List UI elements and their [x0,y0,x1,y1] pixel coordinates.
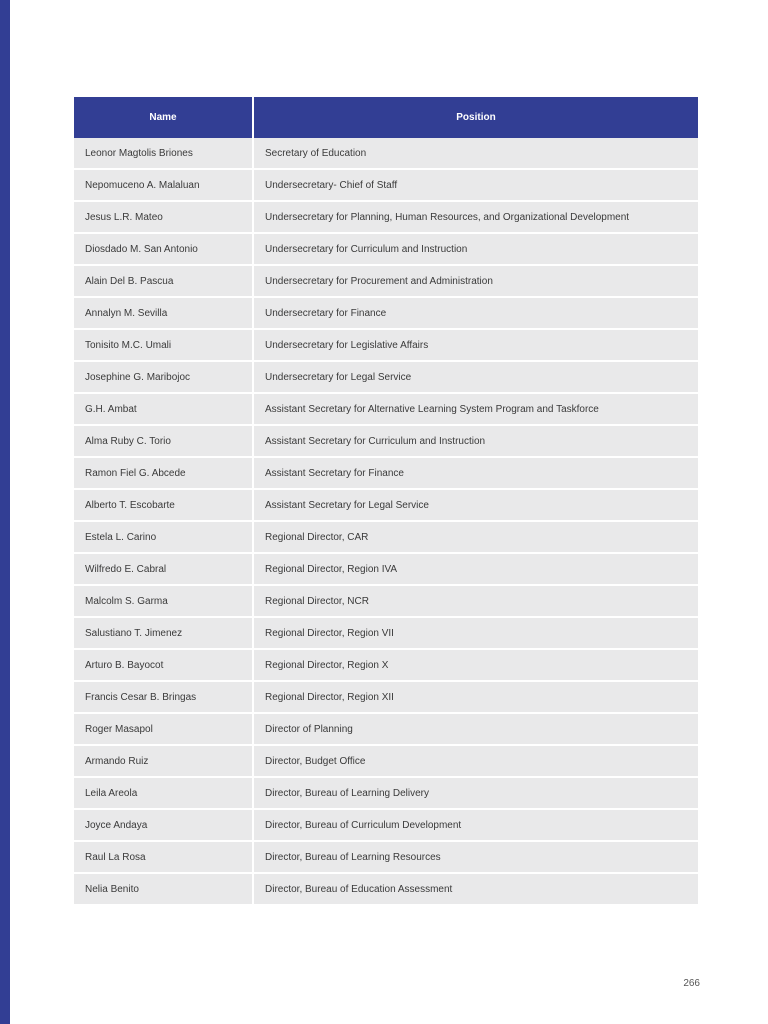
table-row [74,138,698,170]
table-row [74,714,698,746]
column-header-name: Name [74,97,254,138]
cell-position: Undersecretary for Planning, Human Resources, and Organizational Development [254,202,698,234]
cell-position: Director, Bureau of Education Assessment [254,874,698,904]
cell-name: Alma Ruby C. Torio [74,426,254,458]
table-row [74,330,698,362]
cell-name: Malcolm S. Garma [74,586,254,618]
table-row [74,458,698,490]
column-header-position: Position [254,97,698,138]
cell-position: Regional Director, Region XII [254,682,698,714]
table-row [74,394,698,426]
cell-position: Assistant Secretary for Finance [254,458,698,490]
table-row [74,586,698,618]
table-row [74,266,698,298]
cell-name: Francis Cesar B. Bringas [74,682,254,714]
officials-table [74,97,698,904]
cell-position: Regional Director, Region VII [254,618,698,650]
cell-position: Assistant Secretary for Legal Service [254,490,698,522]
cell-name: Annalyn M. Sevilla [74,298,254,330]
table-row [74,170,698,202]
cell-name: Roger Masapol [74,714,254,746]
cell-name: Ramon Fiel G. Abcede [74,458,254,490]
table-row [74,362,698,394]
cell-position: Undersecretary for Finance [254,298,698,330]
left-accent-bar [0,0,10,1024]
cell-name: Josephine G. Maribojoc [74,362,254,394]
cell-name: Nepomuceno A. Malaluan [74,170,254,202]
cell-name: Diosdado M. San Antonio [74,234,254,266]
cell-position: Regional Director, Region IVA [254,554,698,586]
cell-position: Secretary of Education [254,138,698,170]
cell-position: Regional Director, NCR [254,586,698,618]
cell-name: Alberto T. Escobarte [74,490,254,522]
cell-name: Estela L. Carino [74,522,254,554]
page-number: 266 [683,978,700,989]
cell-name: Leonor Magtolis Briones [74,138,254,170]
officials-table-container [74,97,698,904]
cell-position: Director, Budget Office [254,746,698,778]
table-row [74,618,698,650]
table-header-row [74,97,698,138]
table-row [74,874,698,904]
table-header [74,97,698,138]
cell-position: Assistant Secretary for Curriculum and Instruction [254,426,698,458]
cell-name: Leila Areola [74,778,254,810]
table-row [74,842,698,874]
cell-name: Wilfredo E. Cabral [74,554,254,586]
cell-name: Nelia Benito [74,874,254,904]
cell-name: Joyce Andaya [74,810,254,842]
cell-position: Undersecretary for Legislative Affairs [254,330,698,362]
cell-name: Tonisito M.C. Umali [74,330,254,362]
table-row [74,426,698,458]
cell-position: Director, Bureau of Learning Delivery [254,778,698,810]
cell-position: Director of Planning [254,714,698,746]
cell-position: Undersecretary for Curriculum and Instruction [254,234,698,266]
table-row [74,234,698,266]
cell-position: Undersecretary for Procurement and Administration [254,266,698,298]
cell-position: Regional Director, Region X [254,650,698,682]
cell-position: Undersecretary- Chief of Staff [254,170,698,202]
cell-position: Assistant Secretary for Alternative Learning System Program and Taskforce [254,394,698,426]
table-row [74,810,698,842]
table-row [74,746,698,778]
table-row [74,490,698,522]
cell-name: Alain Del B. Pascua [74,266,254,298]
table-row [74,202,698,234]
table-body [74,138,698,904]
table-row [74,522,698,554]
table-row [74,298,698,330]
cell-name: Arturo B. Bayocot [74,650,254,682]
cell-name: Armando Ruiz [74,746,254,778]
cell-name: Raul La Rosa [74,842,254,874]
cell-position: Undersecretary for Legal Service [254,362,698,394]
cell-name: G.H. Ambat [74,394,254,426]
table-row [74,682,698,714]
cell-position: Director, Bureau of Curriculum Development [254,810,698,842]
table-row [74,778,698,810]
cell-position: Director, Bureau of Learning Resources [254,842,698,874]
cell-name: Jesus L.R. Mateo [74,202,254,234]
table-row [74,650,698,682]
cell-position: Regional Director, CAR [254,522,698,554]
cell-name: Salustiano T. Jimenez [74,618,254,650]
table-row [74,554,698,586]
